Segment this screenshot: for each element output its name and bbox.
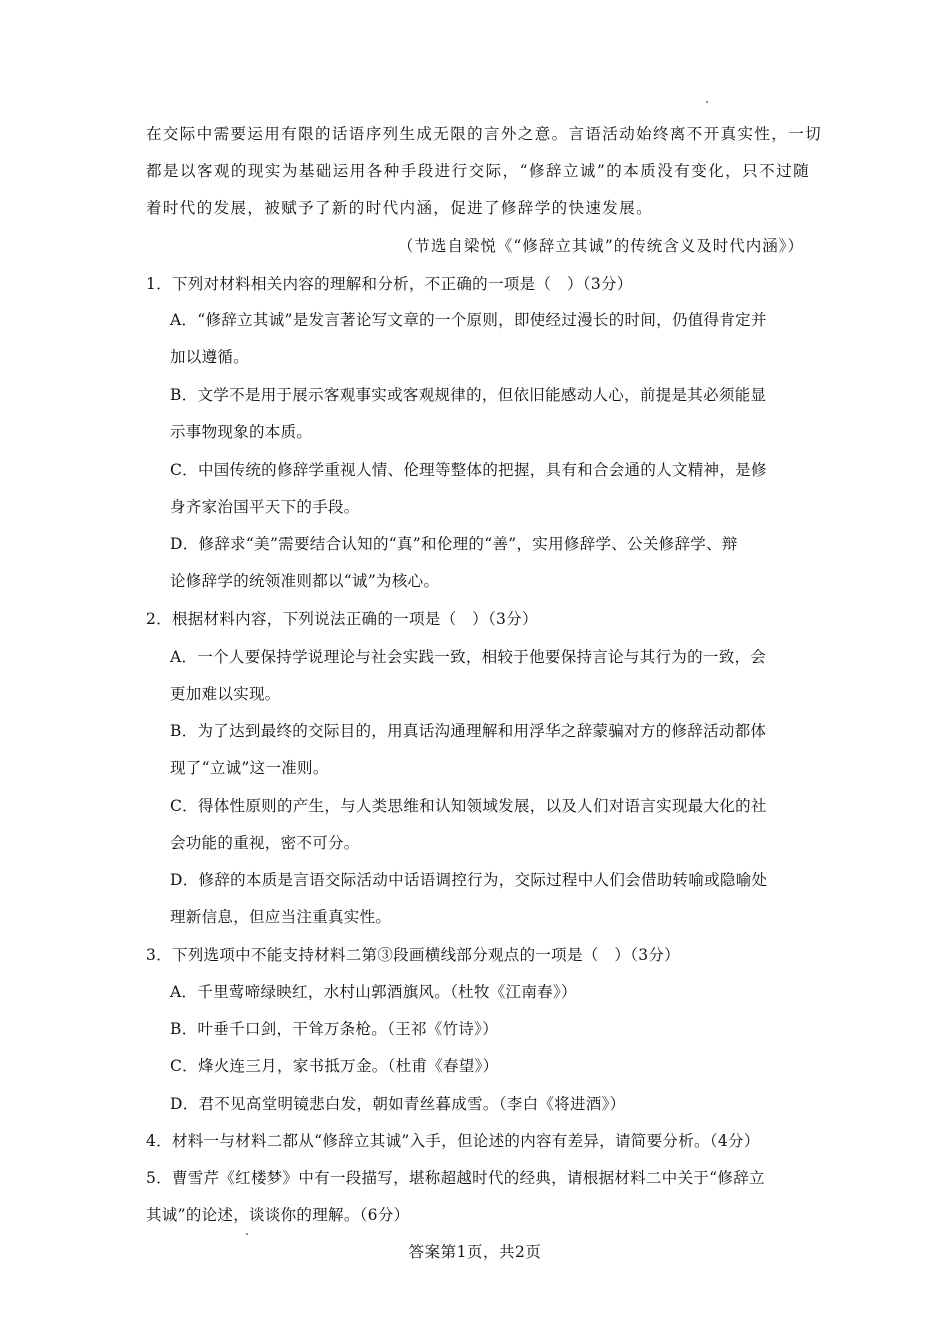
question-1-option-a	[170, 302, 810, 376]
scan-speck	[706, 101, 708, 103]
scan-speck	[246, 1233, 248, 1235]
question-3-option-d	[170, 1086, 810, 1123]
question-2-option-a	[170, 639, 810, 713]
option-line: D．修辞求“美”需要结合认知的“真”和伦理的“善”，实用修辞学、公关修辞学、辩	[170, 535, 738, 553]
option-line: A．一个人要保持学说理论与社会实践一致，相较于他要保持言论与其行为的一致，会	[170, 648, 767, 666]
passage-line: 着时代的发展，被赋予了新的时代内涵，促进了修辞学的快速发展。	[146, 199, 654, 217]
option-line: 身齐家治国平天下的手段。	[170, 498, 360, 516]
passage-text	[146, 116, 823, 227]
stem-line: 其诚”的论述，谈谈你的理解。（6分）	[146, 1206, 410, 1224]
question-1-option-b	[170, 377, 810, 451]
question-1-stem: 1．下列对材料相关内容的理解和分析，不正确的一项是（ ）（3分）	[146, 275, 633, 293]
question-2-option-d	[170, 862, 810, 936]
question-1-option-d	[170, 526, 810, 600]
passage-source: （节选自梁悦《“修辞立其诚”的传统含义及时代内涵》）	[397, 237, 804, 255]
question-3-option-c	[170, 1048, 810, 1085]
option-line: 示事物现象的本质。	[170, 423, 313, 441]
option-line: C．烽火连三月，家书抵万金。（杜甫《春望》）	[170, 1057, 499, 1075]
option-line: A．千里莺啼绿映红，水村山郭酒旗风。（杜牧《江南春》）	[170, 983, 577, 1001]
option-line: 加以遵循。	[170, 348, 250, 366]
question-3-option-a	[170, 974, 810, 1011]
option-line: 现了“立诚”这一准则。	[170, 759, 329, 777]
question-5-stem	[146, 1160, 810, 1234]
option-line: 更加难以实现。	[170, 685, 281, 703]
stem-line: 5．曹雪芹《红楼梦》中有一段描写，堪称超越时代的经典，请根据材料二中关于“修辞立	[146, 1169, 765, 1187]
option-line: B．叶垂千口剑，干耸万条枪。（王祁《竹诗》）	[170, 1020, 498, 1038]
question-3-stem: 3．下列选项中不能支持材料二第③段画横线部分观点的一项是（ ）（3分）	[146, 946, 680, 964]
question-2-option-c	[170, 788, 810, 862]
page-footer: 答案第1页，共2页	[408, 1243, 542, 1261]
option-line: C．得体性原则的产生，与人类思维和认知领域发展，以及人们对语言实现最大化的社	[170, 797, 767, 815]
option-line: 会功能的重视，密不可分。	[170, 834, 360, 852]
question-3-option-b	[170, 1011, 810, 1048]
passage-line: 在交际中需要运用有限的话语序列生成无限的言外之意。言语活动始终离不开真实性，一切	[146, 125, 823, 143]
passage-line: 都是以客观的现实为基础运用各种手段进行交际，“修辞立诚”的本质没有变化，只不过随	[146, 162, 810, 180]
question-4-stem: 4．材料一与材料二都从“修辞立其诚”入手，但论述的内容有差异，请简要分析。（4分）	[146, 1132, 760, 1150]
question-1-option-c	[170, 452, 810, 526]
option-line: 理新信息，但应当注重真实性。	[170, 908, 392, 926]
question-2-option-b	[170, 713, 810, 787]
question-2-stem: 2．根据材料内容，下列说法正确的一项是（ ）（3分）	[146, 610, 538, 628]
option-line: B．为了达到最终的交际目的，用真话沟通理解和用浮华之辞蒙骗对方的修辞活动都体	[170, 722, 767, 740]
option-line: 论修辞学的统领准则都以“诚”为核心。	[170, 572, 440, 590]
option-line: A．“修辞立其诚”是发言著论写文章的一个原则，即使经过漫长的时间，仍值得肯定并	[170, 311, 767, 329]
option-line: D．修辞的本质是言语交际活动中话语调控行为，交际过程中人们会借助转喻或隐喻处	[170, 871, 768, 889]
option-line: C．中国传统的修辞学重视人情、伦理等整体的把握，具有和合会通的人文精神，是修	[170, 461, 767, 479]
option-line: B．文学不是用于展示客观事实或客观规律的，但依旧能感动人心，前提是其必须能显	[170, 386, 767, 404]
option-line: D．君不见高堂明镜悲白发，朝如青丝暮成雪。（李白《将进酒》）	[170, 1095, 626, 1113]
